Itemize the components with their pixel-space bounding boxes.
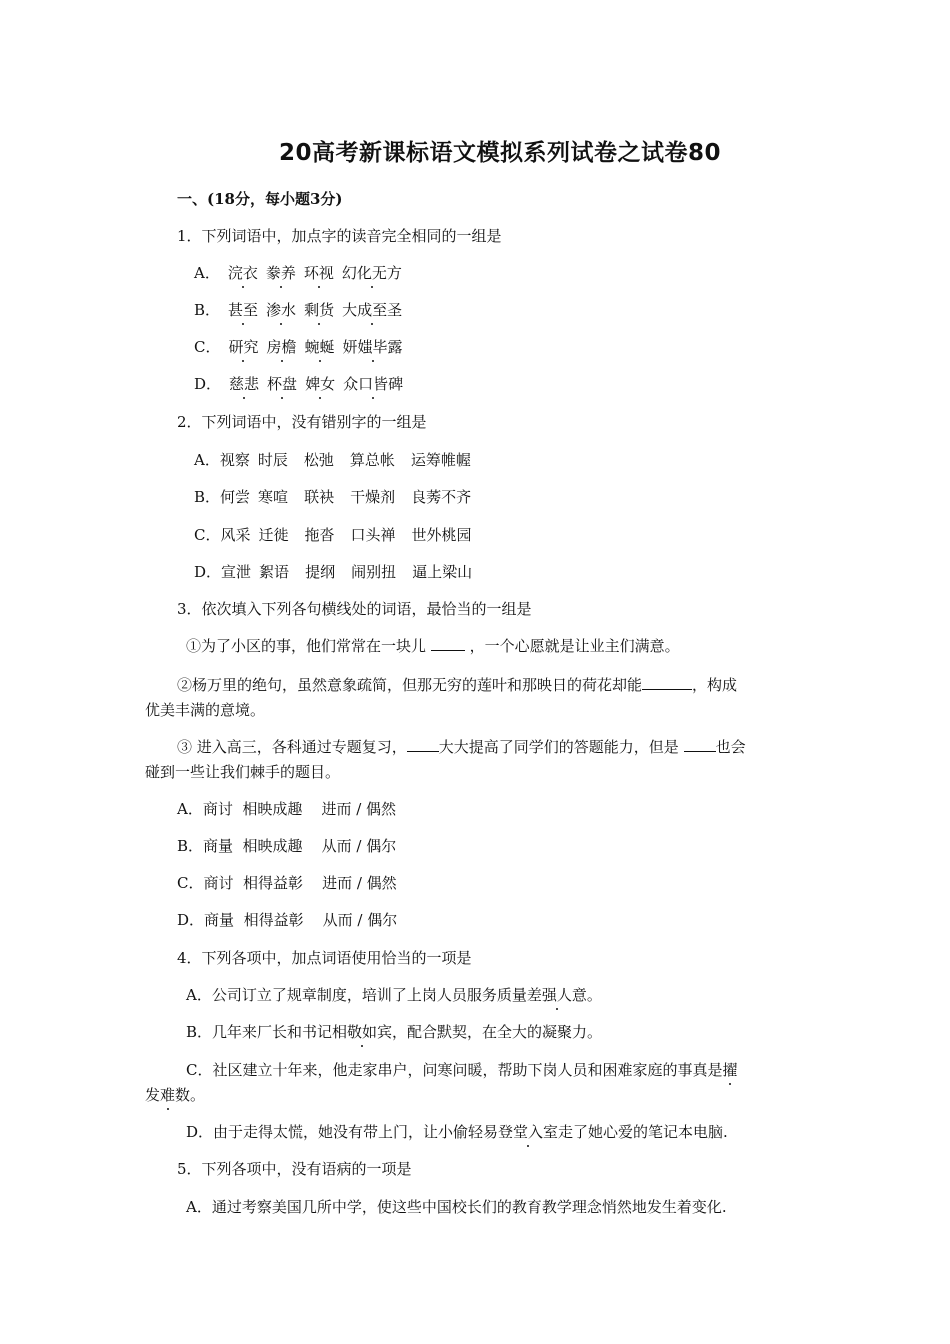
q3-sentence-3 [177, 737, 746, 757]
option-text: B．几年来厂长和书记 [186, 1023, 333, 1041]
option-word: 干燥剂 [350, 488, 396, 506]
dotted-phrase: 发难数 [145, 1086, 191, 1104]
option-text: ，配合默契，在全大的凝聚力。 [392, 1023, 603, 1041]
q4-stem: 4．下列各项中，加点词语使用恰当的一项是 [177, 949, 472, 967]
option-word: 闹别扭 [351, 563, 397, 581]
sentence-text: ，一个心愿就是让业主们满意。 [469, 637, 680, 655]
option-word: 松弛 [303, 451, 334, 469]
option-text: A．公司订立了规章制度，培训了上岗人员服务质量 [186, 986, 527, 1004]
dotted-phrase: 差强人意 [526, 986, 587, 1004]
option-word: 杯盘 [267, 375, 298, 393]
q4-option-d [186, 1122, 728, 1142]
option-word: 逼上梁山 [412, 563, 473, 581]
q4-option-a [186, 985, 602, 1005]
option-word: 豢养 [265, 264, 296, 282]
option-word: 婢女 [305, 375, 336, 393]
option-label: D． [194, 563, 222, 581]
option-word: 房檐 [266, 338, 297, 356]
q2-stem: 2．下列词语中，没有错别字的一组是 [177, 413, 427, 431]
option-word: 何尝 [220, 488, 251, 506]
option-word: 时辰 [257, 451, 288, 469]
q3-option-b: B．商量 相映成趣 从而 / 偶尔 [177, 837, 397, 855]
option-text: 。 [586, 986, 602, 1004]
fill-blank [407, 737, 439, 752]
q2-option-c [194, 525, 472, 545]
option-word: 宣泄 [221, 563, 252, 581]
option-word: 风采 [220, 526, 251, 544]
q3-sentence-1 [186, 636, 680, 656]
fill-blank [431, 636, 465, 651]
option-label: B． [194, 488, 221, 506]
dotted-phrase: 登堂入室 [498, 1123, 559, 1141]
option-label: D． [194, 375, 222, 393]
q2-option-d [194, 562, 472, 582]
sentence-text: 大大提高了同学们的答题能力，但是 [438, 738, 679, 756]
option-label: A． [194, 451, 220, 469]
page-title: 20高考新课标语文模拟系列试卷之试卷80 [278, 140, 721, 166]
q1-option-a [194, 263, 402, 283]
option-word: 算总帐 [349, 451, 395, 469]
q1-option-b [194, 300, 402, 320]
option-word: 提纲 [305, 563, 336, 581]
sentence-text: ③ 进入高三，各科通过专题复习， [177, 738, 407, 756]
option-word: 慈悲 [229, 375, 260, 393]
q5-option-a: A．通过考察美国几所中学，使这些中国校长们的教育教学理念悄然地发生着变化. [186, 1198, 727, 1216]
option-word: 蜿蜒 [304, 338, 335, 356]
sentence-text: ②杨万里的绝句，虽然意象疏简，但那无穷的莲叶和那映日的荷花却能 [177, 676, 643, 694]
q5-stem: 5．下列各项中，没有语病的一项是 [177, 1160, 412, 1178]
option-word: 寒喧 [258, 488, 289, 506]
q4-option-c-cont [145, 1085, 205, 1105]
section-heading: 一、(18分，每小题3分) [177, 190, 343, 208]
sentence-text: ，构成 [692, 676, 738, 694]
q1-stem: 1．下列词语中，加点字的读音完全相同的一组是 [177, 227, 502, 245]
option-word: 研究 [228, 338, 259, 356]
option-word: 浣衣 [227, 264, 258, 282]
option-word: 众口皆碑 [343, 375, 404, 393]
fill-blank [642, 675, 692, 690]
option-word: 迁徙 [258, 526, 289, 544]
dotted-phrase: 相敬如宾 [332, 1023, 393, 1041]
q2-option-a [194, 450, 471, 470]
q3-sentence-2 [177, 675, 737, 695]
q1-option-d [194, 374, 403, 394]
option-word: 絮语 [259, 563, 290, 581]
option-word: 大成至圣 [342, 301, 403, 319]
option-label: C． [194, 338, 221, 356]
option-word: 渗水 [266, 301, 297, 319]
q3-option-d: D．商量 相得益彰 从而 / 偶尔 [177, 911, 398, 929]
option-word: 幻化无方 [341, 264, 402, 282]
option-label: C． [194, 526, 221, 544]
q3-sentence-2-cont: 优美丰满的意境。 [145, 701, 266, 719]
fill-blank [684, 737, 716, 752]
sentence-text: 也会 [715, 738, 746, 756]
option-text: D．由于走得太慌，她没有带上门，让小偷轻易 [186, 1123, 499, 1141]
option-word: 世外桃园 [411, 526, 472, 544]
option-word: 拖沓 [304, 526, 335, 544]
q4-option-c [186, 1060, 738, 1080]
dotted-phrase: 擢 [722, 1061, 738, 1079]
option-word: 妍媸毕露 [342, 338, 403, 356]
option-word: 良莠不齐 [411, 488, 472, 506]
q3-stem: 3．依次填入下列各句横线处的词语，最恰当的一组是 [177, 600, 532, 618]
option-label: B． [194, 301, 221, 319]
q1-option-c [194, 337, 403, 357]
option-text: C．社区建立十年来，他走家串户，问寒问暖，帮助下岗人员和困难家庭的事真是 [186, 1061, 723, 1079]
option-text: 走了她心爱的笔记本电脑. [558, 1123, 728, 1141]
option-word: 运筹帷幄 [410, 451, 471, 469]
q2-option-b [194, 487, 471, 507]
option-word: 口头禅 [350, 526, 396, 544]
option-text: 。 [190, 1086, 206, 1104]
option-word: 视察 [219, 451, 250, 469]
q3-option-a: A．商讨 相映成趣 进而 / 偶然 [177, 800, 397, 818]
option-word: 甚至 [228, 301, 259, 319]
sentence-text: ①为了小区的事，他们常常在一块儿 [186, 637, 427, 655]
option-label: A． [194, 264, 220, 282]
option-word: 剩货 [304, 301, 335, 319]
q3-sentence-3-cont: 碰到一些让我们棘手的题目。 [145, 763, 341, 781]
option-word: 环视 [303, 264, 334, 282]
q4-option-b [186, 1022, 602, 1042]
option-word: 联袂 [304, 488, 335, 506]
q3-option-c: C．商讨 相得益彰 进而 / 偶然 [177, 874, 397, 892]
